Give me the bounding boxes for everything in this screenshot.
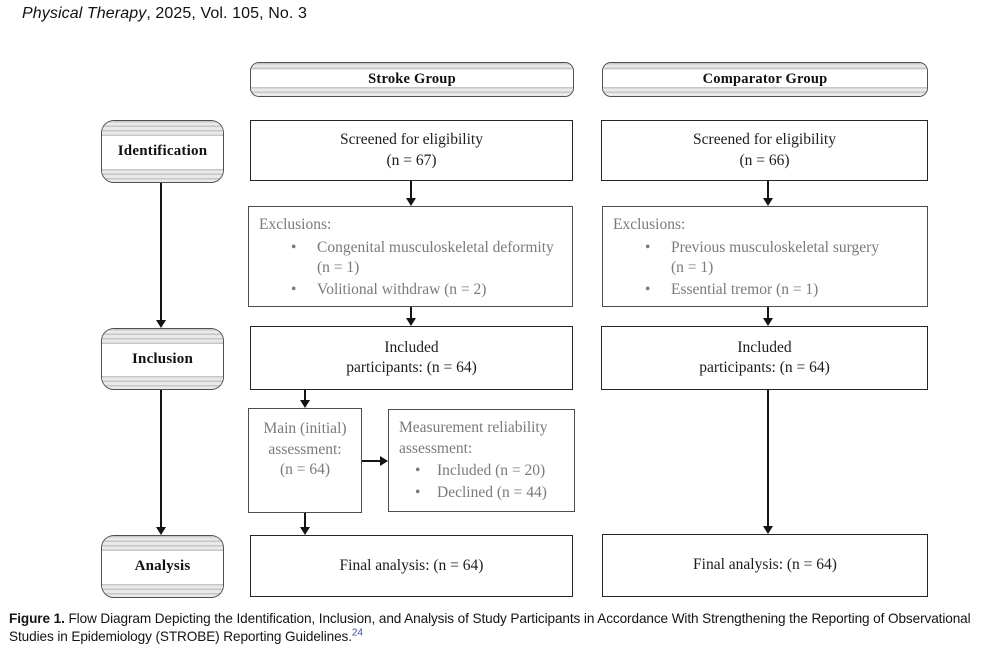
stroke-exclusions-box — [248, 206, 573, 307]
comparator-screened-line1: Screened for eligibility — [693, 131, 836, 148]
stroke-included-line2: participants: (n = 64) — [346, 359, 477, 376]
bullet-icon — [291, 280, 317, 301]
journal-title: Physical Therapy — [22, 5, 147, 22]
bullet-icon — [645, 280, 671, 301]
comparator-final-analysis-box — [602, 534, 928, 597]
stroke-group-label: Stroke Group — [368, 71, 456, 87]
figure-caption-label: Figure 1. — [9, 611, 65, 626]
arrow-identification-to-inclusion — [160, 183, 162, 320]
stroke-included-box — [250, 326, 573, 390]
stroke-screened-count: (n = 67) — [386, 151, 437, 169]
stage-analysis — [101, 535, 224, 598]
figure-caption — [9, 610, 993, 646]
stroke-reliability-box — [388, 409, 575, 512]
arrow-comparator-exclusions-to-included — [767, 307, 769, 318]
citation-reference-link[interactable]: 24 — [351, 627, 363, 639]
stage-identification-label: Identification — [117, 143, 208, 159]
arrow-comparator-included-to-final — [767, 390, 769, 526]
stage-inclusion-label: Inclusion — [132, 350, 193, 367]
stroke-screened-line1: Screened for eligibility — [340, 131, 483, 148]
bullet-icon — [645, 238, 671, 279]
arrow-main-to-reliability — [362, 460, 380, 462]
comparator-final-analysis-text: Final analysis: (n = 64) — [693, 556, 837, 574]
stage-inclusion — [101, 328, 224, 390]
reliability-list — [389, 461, 574, 503]
comparator-group-label: Comparator Group — [702, 71, 828, 87]
stroke-main-assessment-box — [248, 408, 362, 513]
stroke-exclusions-list — [249, 238, 572, 301]
main-assessment-line1: Main (initial) — [263, 420, 347, 437]
list-item — [389, 483, 574, 504]
bullet-icon — [291, 238, 317, 279]
arrow-comparator-screened-to-exclusions — [767, 181, 769, 198]
stage-analysis-label: Analysis — [134, 558, 191, 574]
comparator-exclusions-list — [603, 238, 927, 301]
comparator-exclusions-box — [602, 206, 928, 307]
comparator-exclusion1-line1: Previous musculoskeletal surgery — [671, 238, 880, 256]
main-assessment-count: (n = 64) — [279, 461, 331, 478]
list-item — [389, 461, 574, 482]
comparator-exclusion1-line2: (n = 1) — [671, 259, 714, 276]
comparator-screened-box — [601, 120, 928, 181]
comparator-included-line1: Included — [737, 338, 792, 356]
arrow-stroke-main-to-final — [304, 513, 306, 527]
reliability-line1: Measurement reliability — [399, 419, 548, 436]
stroke-screened-box — [250, 120, 573, 181]
bullet-icon — [415, 483, 437, 504]
list-item — [603, 238, 927, 279]
stroke-included-line1: Included — [384, 338, 439, 356]
stroke-exclusions-label: Exclusions: — [259, 216, 332, 233]
arrow-stroke-screened-to-exclusions — [410, 181, 412, 198]
arrow-stroke-exclusions-to-included — [410, 307, 412, 318]
reliability-included: Included (n = 20) — [437, 462, 546, 479]
reliability-line2: assessment: — [399, 439, 473, 457]
comparator-included-box — [601, 326, 928, 390]
stage-identification — [101, 120, 224, 183]
stroke-exclusion1-line2: (n = 1) — [317, 259, 360, 276]
stroke-exclusion2: Volitional withdraw (n = 2) — [317, 280, 487, 298]
stroke-final-analysis-text: Final analysis: (n = 64) — [339, 556, 484, 574]
comparator-group-header — [602, 62, 928, 97]
bullet-icon — [415, 461, 437, 482]
main-assessment-line2: assessment: — [268, 440, 342, 458]
list-item — [249, 238, 572, 279]
stroke-final-analysis-box — [250, 535, 573, 597]
reliability-declined: Declined (n = 44) — [437, 483, 547, 501]
stroke-exclusion1-line1: Congenital musculoskeletal deformity — [317, 238, 554, 256]
comparator-screened-count: (n = 66) — [739, 151, 790, 169]
arrow-stroke-included-to-main — [304, 390, 306, 400]
stroke-group-header — [250, 62, 574, 97]
journal-running-head — [22, 5, 307, 23]
journal-issue-info: , 2025, Vol. 105, No. 3 — [146, 5, 307, 22]
comparator-exclusions-label: Exclusions: — [613, 216, 686, 233]
figure-caption-text: Flow Diagram Depicting the Identification, Inclusion, and Analysis of Study Participants in Accordance With Strengthening the Reporting of Observational Studies in Epidemiology (STROBE) Reporting Guidelines. — [9, 611, 971, 644]
comparator-included-line2: participants: (n = 64) — [699, 359, 830, 376]
list-item — [603, 280, 927, 301]
list-item — [249, 280, 572, 301]
comparator-exclusion2: Essential tremor (n = 1) — [671, 280, 819, 298]
arrow-inclusion-to-analysis — [160, 390, 162, 527]
